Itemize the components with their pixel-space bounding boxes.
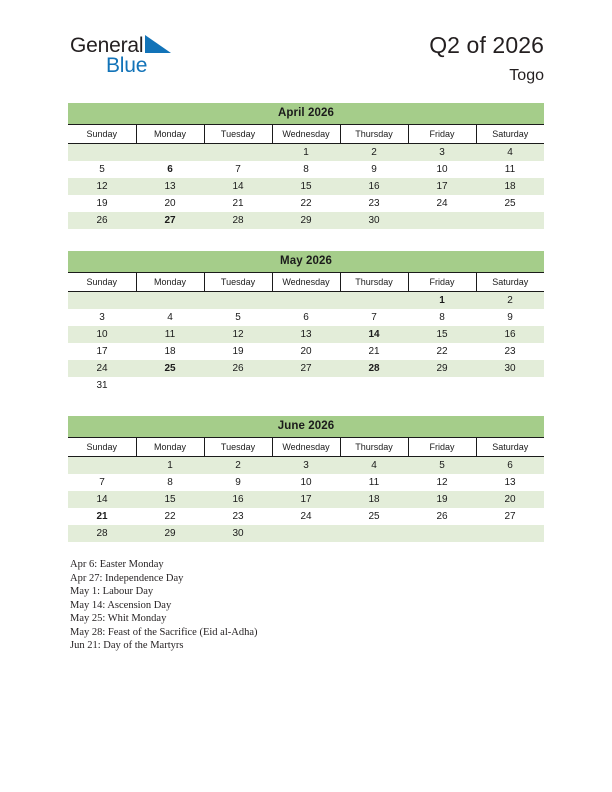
weekday-header-monday: Monday bbox=[136, 273, 204, 292]
day-cell[interactable]: 4 bbox=[136, 309, 204, 326]
month-title: June 2026 bbox=[68, 416, 544, 437]
holiday-list bbox=[70, 558, 540, 653]
day-cell[interactable]: 12 bbox=[408, 474, 476, 491]
day-cell[interactable]: 18 bbox=[340, 491, 408, 508]
day-cell[interactable]: 2 bbox=[204, 457, 272, 475]
day-cell[interactable]: 26 bbox=[408, 508, 476, 525]
week-row bbox=[68, 457, 544, 475]
day-cell[interactable]: 9 bbox=[476, 309, 544, 326]
day-cell[interactable]: 19 bbox=[204, 343, 272, 360]
day-cell[interactable]: 1 bbox=[272, 144, 340, 162]
day-cell-empty bbox=[272, 292, 340, 310]
week-row bbox=[68, 377, 544, 394]
week-row bbox=[68, 525, 544, 542]
month-title: April 2026 bbox=[68, 103, 544, 124]
day-cell[interactable]: 3 bbox=[408, 144, 476, 162]
day-cell-empty bbox=[136, 292, 204, 310]
day-cell[interactable]: 27 bbox=[136, 212, 204, 229]
day-cell-empty bbox=[136, 144, 204, 162]
weekday-header-monday: Monday bbox=[136, 438, 204, 457]
weekday-header-friday: Friday bbox=[408, 125, 476, 144]
day-cell[interactable]: 5 bbox=[68, 161, 136, 178]
holiday-item: Apr 6: Easter Monday bbox=[70, 559, 164, 570]
week-row bbox=[68, 343, 544, 360]
day-cell[interactable]: 25 bbox=[136, 360, 204, 377]
day-cell[interactable]: 3 bbox=[68, 309, 136, 326]
week-row bbox=[68, 474, 544, 491]
week-row bbox=[68, 508, 544, 525]
day-cell[interactable]: 22 bbox=[408, 343, 476, 360]
day-cell[interactable]: 29 bbox=[272, 212, 340, 229]
day-cell[interactable]: 12 bbox=[204, 326, 272, 343]
week-row bbox=[68, 161, 544, 178]
holiday-item: Apr 27: Independence Day bbox=[70, 572, 184, 584]
weekday-header-wednesday: Wednesday bbox=[272, 438, 340, 457]
logo-text-general: General bbox=[70, 34, 144, 57]
day-cell[interactable]: 22 bbox=[272, 195, 340, 212]
day-cell[interactable]: 29 bbox=[136, 525, 204, 542]
day-cell-empty bbox=[340, 525, 408, 542]
day-cell[interactable]: 16 bbox=[340, 178, 408, 195]
day-cell[interactable]: 16 bbox=[204, 491, 272, 508]
holiday-item: May 14: Ascension Day bbox=[70, 599, 172, 611]
weekday-header-row bbox=[68, 125, 544, 144]
day-cell[interactable]: 17 bbox=[408, 178, 476, 195]
weekday-header-tuesday: Tuesday bbox=[204, 273, 272, 292]
day-cell[interactable]: 27 bbox=[272, 360, 340, 377]
holiday-item: May 28: Feast of the Sacrifice (Eid al-Adha) bbox=[70, 626, 258, 638]
week-row bbox=[68, 212, 544, 229]
day-cell[interactable]: 12 bbox=[68, 178, 136, 195]
day-cell[interactable]: 18 bbox=[136, 343, 204, 360]
day-cell-empty bbox=[408, 525, 476, 542]
day-cell[interactable]: 7 bbox=[340, 309, 408, 326]
day-cell[interactable]: 23 bbox=[476, 343, 544, 360]
day-cell[interactable]: 20 bbox=[272, 343, 340, 360]
day-cell[interactable]: 9 bbox=[340, 161, 408, 178]
day-cell-empty bbox=[272, 525, 340, 542]
day-cell[interactable]: 24 bbox=[408, 195, 476, 212]
day-cell-empty bbox=[340, 377, 408, 394]
day-cell[interactable]: 5 bbox=[204, 309, 272, 326]
weekday-header-sunday: Sunday bbox=[68, 438, 136, 457]
weekday-header-tuesday: Tuesday bbox=[204, 438, 272, 457]
day-cell-empty bbox=[476, 212, 544, 229]
day-cell-empty bbox=[408, 212, 476, 229]
page-title: Q2 of 2026 bbox=[429, 32, 544, 58]
day-cell[interactable]: 28 bbox=[340, 360, 408, 377]
day-cell[interactable]: 24 bbox=[68, 360, 136, 377]
weekday-header-saturday: Saturday bbox=[476, 438, 544, 457]
page-header bbox=[0, 0, 612, 96]
day-cell[interactable]: 14 bbox=[340, 326, 408, 343]
day-cell[interactable]: 21 bbox=[68, 508, 136, 525]
day-cell[interactable]: 19 bbox=[68, 195, 136, 212]
day-cell-empty bbox=[272, 377, 340, 394]
weekday-header-friday: Friday bbox=[408, 273, 476, 292]
day-cell[interactable]: 17 bbox=[68, 343, 136, 360]
month-table bbox=[68, 124, 544, 229]
day-cell-empty bbox=[408, 377, 476, 394]
weekday-header-wednesday: Wednesday bbox=[272, 125, 340, 144]
day-cell[interactable]: 13 bbox=[136, 178, 204, 195]
day-cell[interactable]: 20 bbox=[136, 195, 204, 212]
month-block bbox=[68, 416, 544, 542]
day-cell[interactable]: 16 bbox=[476, 326, 544, 343]
day-cell-empty bbox=[68, 144, 136, 162]
day-cell[interactable]: 7 bbox=[68, 474, 136, 491]
day-cell[interactable]: 23 bbox=[340, 195, 408, 212]
day-cell[interactable]: 11 bbox=[340, 474, 408, 491]
day-cell[interactable]: 14 bbox=[204, 178, 272, 195]
day-cell[interactable]: 3 bbox=[272, 457, 340, 475]
day-cell-empty bbox=[136, 377, 204, 394]
week-row bbox=[68, 491, 544, 508]
page-subtitle: Togo bbox=[509, 67, 544, 85]
day-cell[interactable]: 11 bbox=[476, 161, 544, 178]
day-cell[interactable]: 26 bbox=[204, 360, 272, 377]
week-row bbox=[68, 326, 544, 343]
day-cell[interactable]: 1 bbox=[136, 457, 204, 475]
day-cell[interactable]: 6 bbox=[272, 309, 340, 326]
day-cell[interactable]: 28 bbox=[204, 212, 272, 229]
day-cell[interactable]: 10 bbox=[272, 474, 340, 491]
day-cell[interactable]: 4 bbox=[476, 144, 544, 162]
weekday-header-sunday: Sunday bbox=[68, 125, 136, 144]
day-cell[interactable]: 27 bbox=[476, 508, 544, 525]
weekday-header-thursday: Thursday bbox=[340, 438, 408, 457]
month-table bbox=[68, 272, 544, 394]
day-cell[interactable]: 9 bbox=[204, 474, 272, 491]
day-cell[interactable]: 14 bbox=[68, 491, 136, 508]
holiday-item: May 1: Labour Day bbox=[70, 586, 154, 597]
weekday-header-saturday: Saturday bbox=[476, 125, 544, 144]
day-cell[interactable]: 28 bbox=[68, 525, 136, 542]
logo-text-blue: Blue bbox=[106, 54, 148, 77]
day-cell[interactable]: 23 bbox=[204, 508, 272, 525]
day-cell-empty bbox=[68, 292, 136, 310]
day-cell[interactable]: 20 bbox=[476, 491, 544, 508]
day-cell[interactable]: 24 bbox=[272, 508, 340, 525]
day-cell[interactable]: 13 bbox=[272, 326, 340, 343]
week-row bbox=[68, 195, 544, 212]
month-table bbox=[68, 437, 544, 542]
day-cell[interactable]: 30 bbox=[204, 525, 272, 542]
week-row bbox=[68, 144, 544, 162]
blue-triangle-icon bbox=[145, 35, 171, 57]
day-cell[interactable]: 6 bbox=[476, 457, 544, 475]
weekday-header-tuesday: Tuesday bbox=[204, 125, 272, 144]
weekday-header-friday: Friday bbox=[408, 438, 476, 457]
day-cell[interactable]: 7 bbox=[204, 161, 272, 178]
holiday-item: May 25: Whit Monday bbox=[70, 613, 167, 624]
weekday-header-saturday: Saturday bbox=[476, 273, 544, 292]
day-cell-empty bbox=[204, 292, 272, 310]
months-container bbox=[68, 103, 544, 564]
day-cell[interactable]: 2 bbox=[476, 292, 544, 310]
week-row bbox=[68, 309, 544, 326]
day-cell-empty bbox=[204, 377, 272, 394]
day-cell[interactable]: 2 bbox=[340, 144, 408, 162]
day-cell[interactable]: 29 bbox=[408, 360, 476, 377]
day-cell[interactable]: 26 bbox=[68, 212, 136, 229]
weekday-header-wednesday: Wednesday bbox=[272, 273, 340, 292]
day-cell[interactable]: 8 bbox=[136, 474, 204, 491]
day-cell[interactable]: 18 bbox=[476, 178, 544, 195]
month-block bbox=[68, 103, 544, 229]
day-cell[interactable]: 6 bbox=[136, 161, 204, 178]
day-cell[interactable]: 10 bbox=[68, 326, 136, 343]
weekday-header-thursday: Thursday bbox=[340, 125, 408, 144]
general-blue-logo bbox=[70, 30, 250, 86]
weekday-header-sunday: Sunday bbox=[68, 273, 136, 292]
weekday-header-row bbox=[68, 273, 544, 292]
holiday-item: Jun 21: Day of the Martyrs bbox=[70, 640, 184, 651]
title-block bbox=[429, 32, 544, 86]
week-row bbox=[68, 360, 544, 377]
day-cell[interactable]: 21 bbox=[340, 343, 408, 360]
day-cell[interactable]: 22 bbox=[136, 508, 204, 525]
day-cell-empty bbox=[204, 144, 272, 162]
weekday-header-monday: Monday bbox=[136, 125, 204, 144]
day-cell[interactable]: 30 bbox=[476, 360, 544, 377]
day-cell-empty bbox=[340, 292, 408, 310]
day-cell[interactable]: 25 bbox=[476, 195, 544, 212]
day-cell[interactable]: 13 bbox=[476, 474, 544, 491]
day-cell-empty bbox=[476, 525, 544, 542]
day-cell[interactable]: 10 bbox=[408, 161, 476, 178]
day-cell[interactable]: 25 bbox=[340, 508, 408, 525]
day-cell[interactable]: 15 bbox=[272, 178, 340, 195]
day-cell[interactable]: 8 bbox=[408, 309, 476, 326]
day-cell[interactable]: 21 bbox=[204, 195, 272, 212]
day-cell[interactable]: 5 bbox=[408, 457, 476, 475]
day-cell[interactable]: 4 bbox=[340, 457, 408, 475]
month-title: May 2026 bbox=[68, 251, 544, 272]
day-cell[interactable]: 19 bbox=[408, 491, 476, 508]
weekday-header-thursday: Thursday bbox=[340, 273, 408, 292]
day-cell[interactable]: 8 bbox=[272, 161, 340, 178]
month-block bbox=[68, 251, 544, 394]
weekday-header-row bbox=[68, 438, 544, 457]
day-cell[interactable]: 30 bbox=[340, 212, 408, 229]
day-cell-empty bbox=[476, 377, 544, 394]
day-cell[interactable]: 11 bbox=[136, 326, 204, 343]
day-cell[interactable]: 17 bbox=[272, 491, 340, 508]
week-row bbox=[68, 292, 544, 310]
week-row bbox=[68, 178, 544, 195]
day-cell[interactable]: 1 bbox=[408, 292, 476, 310]
day-cell[interactable]: 15 bbox=[408, 326, 476, 343]
day-cell[interactable]: 31 bbox=[68, 377, 136, 394]
day-cell-empty bbox=[68, 457, 136, 475]
day-cell[interactable]: 15 bbox=[136, 491, 204, 508]
